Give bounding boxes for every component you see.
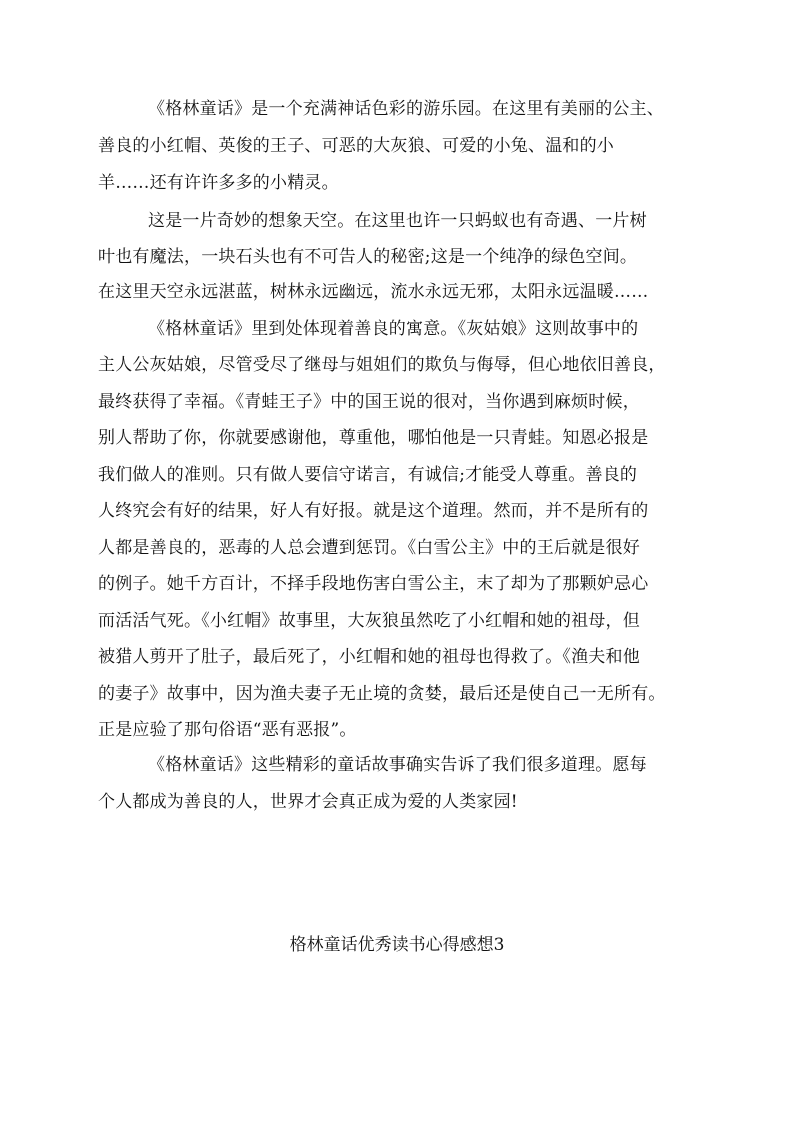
paragraph-3-line-1: 《格林童话》里到处体现着善良的寓意。《灰姑娘》这则故事中的: [148, 319, 639, 339]
paragraph-2-line-2: 叶也有魔法，一块石头也有不可告人的秘密;这是一个纯净的绿色空间。: [98, 247, 638, 267]
paragraph-3-line-8: 的例子。她千方百计，不择手段地伤害白雪公主，末了却为了那颗妒忌心: [98, 574, 649, 594]
paragraph-3-line-6: 人终究会有好的结果，好人有好报。就是这个道理。然而，并不是所有的: [98, 501, 649, 521]
paragraph-3-line-10: 被猎人剪开了肚子，最后死了，小红帽和她的祖母也得救了。《渔夫和他: [98, 647, 640, 667]
paragraph-3-line-5: 我们做人的准则。只有做人要信守诺言，有诚信;才能受人尊重。善良的: [98, 465, 638, 485]
paragraph-3-line-2: 主人公灰姑娘，尽管受尽了继母与姐姐们的欺负与侮辱，但心地依旧善良，: [98, 355, 666, 375]
paragraph-4-line-1: 《格林童话》这些精彩的童话故事确实告诉了我们很多道理。愿每: [148, 755, 647, 775]
paragraph-3-line-11: 的妻子》故事中，因为渔夫妻子无止境的贪婪，最后还是使自己一无所有。: [98, 684, 666, 704]
next-section-title: 格林童话优秀读书心得感想3: [289, 935, 505, 955]
paragraph-3-line-12: 正是应验了那句俗语“恶有恶报”。: [98, 720, 357, 740]
paragraph-1-line-2: 善良的小红帽、英俊的王子、可恶的大灰狼、可爱的小兔、温和的小: [98, 136, 614, 156]
paragraph-1-line-3: 羊……还有许许多多的小精灵。: [98, 173, 339, 193]
paragraph-1-line-1: 《格林童话》是一个充满神话色彩的游乐园。在这里有美丽的公主、: [148, 99, 664, 119]
paragraph-3-line-7: 人都是善良的，恶毒的人总会遭到惩罚。《白雪公主》中的王后就是很好: [98, 538, 640, 558]
paragraph-3-line-4: 别人帮助了你，你就要感谢他，尊重他，哪怕他是一只青蛙。知恩必报是: [98, 428, 649, 448]
paragraph-3-line-9: 而活活气死。《小红帽》故事里，大灰狼虽然吃了小红帽和她的祖母，但: [98, 611, 640, 631]
paragraph-3-line-3: 最终获得了幸福。《青蛙王子》中的国王说的很对，当你遇到麻烦时候，: [98, 392, 640, 412]
paragraph-2-line-3: 在这里天空永远湛蓝，树林永远幽远，流水永远无邪，太阳永远温暖……: [98, 282, 649, 302]
paragraph-4-line-2: 个人都成为善良的人，世界才会真正成为爱的人类家园!: [98, 792, 518, 812]
paragraph-2-line-1: 这是一片奇妙的想象天空。在这里也许一只蚂蚁也有奇遇、一片树: [148, 211, 647, 231]
